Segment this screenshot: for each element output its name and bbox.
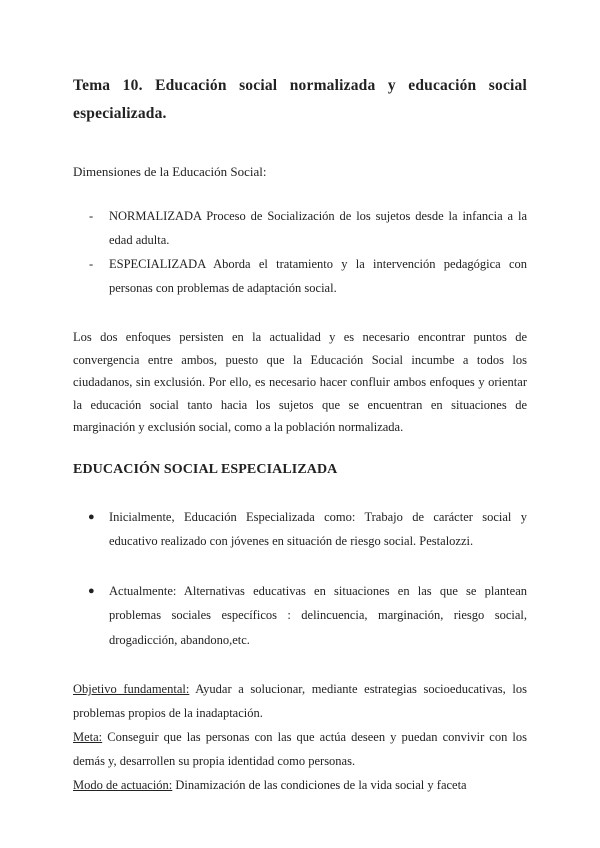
body-paragraph: Los dos enfoques persisten en la actualidad y es necesario encontrar puntos de convergencia entre ambos, puesto que la Educación Social incumbe a todos los ciudadanos, sin exclusión. Por ello, es necesario hacer confluir ambos enfoques y orientar la educación social tanto hacia los sujetos que se encuentran en situaciones de marginación y exclusión social, como a la población normalizada. — [73, 330, 527, 434]
list-item — [73, 204, 527, 252]
definition-objetivo — [73, 677, 527, 725]
dash-marker: - — [89, 257, 94, 271]
list-item-text: NORMALIZADA Proceso de Socialización de los sujetos desde la infancia a la edad adulta. — [109, 209, 527, 247]
definition-meta — [73, 725, 527, 773]
list-item-text: ESPECIALIZADA Aborda el tratamiento y la intervención pedagógica con personas con problemas de adaptación social. — [109, 257, 527, 295]
definition-label: Meta: — [73, 730, 103, 744]
section-heading: EDUCACIÓN SOCIAL ESPECIALIZADA — [73, 461, 338, 477]
definition-text: Conseguir que las personas con las que actúa deseen y puedan convivir con los demás y, desarrollen su propia identidad como personas. — [73, 730, 527, 768]
definition-text: Ayudar a solucionar, mediante estrategias socioeducativas, los problemas propios de la inadaptación. — [73, 682, 527, 720]
definition-modo — [73, 773, 527, 797]
list-item — [73, 252, 527, 300]
list-item — [73, 505, 527, 554]
list-item-text: Inicialmente, Educación Especializada como: Trabajo de carácter social y educativo realizado con jóvenes en situación de riesgo social. Pestalozzi. — [109, 509, 527, 548]
definition-label: Modo de actuación: — [73, 778, 173, 792]
document-title: Tema 10. Educación social normalizada y educación social especializada. — [73, 77, 527, 122]
definitions-block — [73, 677, 527, 797]
bullet-icon: ● — [88, 510, 95, 523]
dimensions-subtitle: Dimensiones de la Educación Social: — [73, 164, 267, 179]
bullet-icon: ● — [88, 584, 95, 597]
dimensions-list — [73, 204, 527, 300]
document-content — [73, 72, 527, 797]
dash-marker: - — [89, 209, 94, 223]
definition-label: Objetivo fundamental: — [73, 682, 190, 696]
bullet-list — [73, 505, 527, 653]
list-item — [73, 579, 527, 653]
definition-text: Dinamización de las condiciones de la vida social y faceta — [172, 778, 467, 792]
list-item-text: Actualmente: Alternativas educativas en situaciones en las que se plantean problemas sociales específicos : delincuencia, marginación, riesgo social, drogadicción, abandono,etc. — [109, 583, 527, 647]
